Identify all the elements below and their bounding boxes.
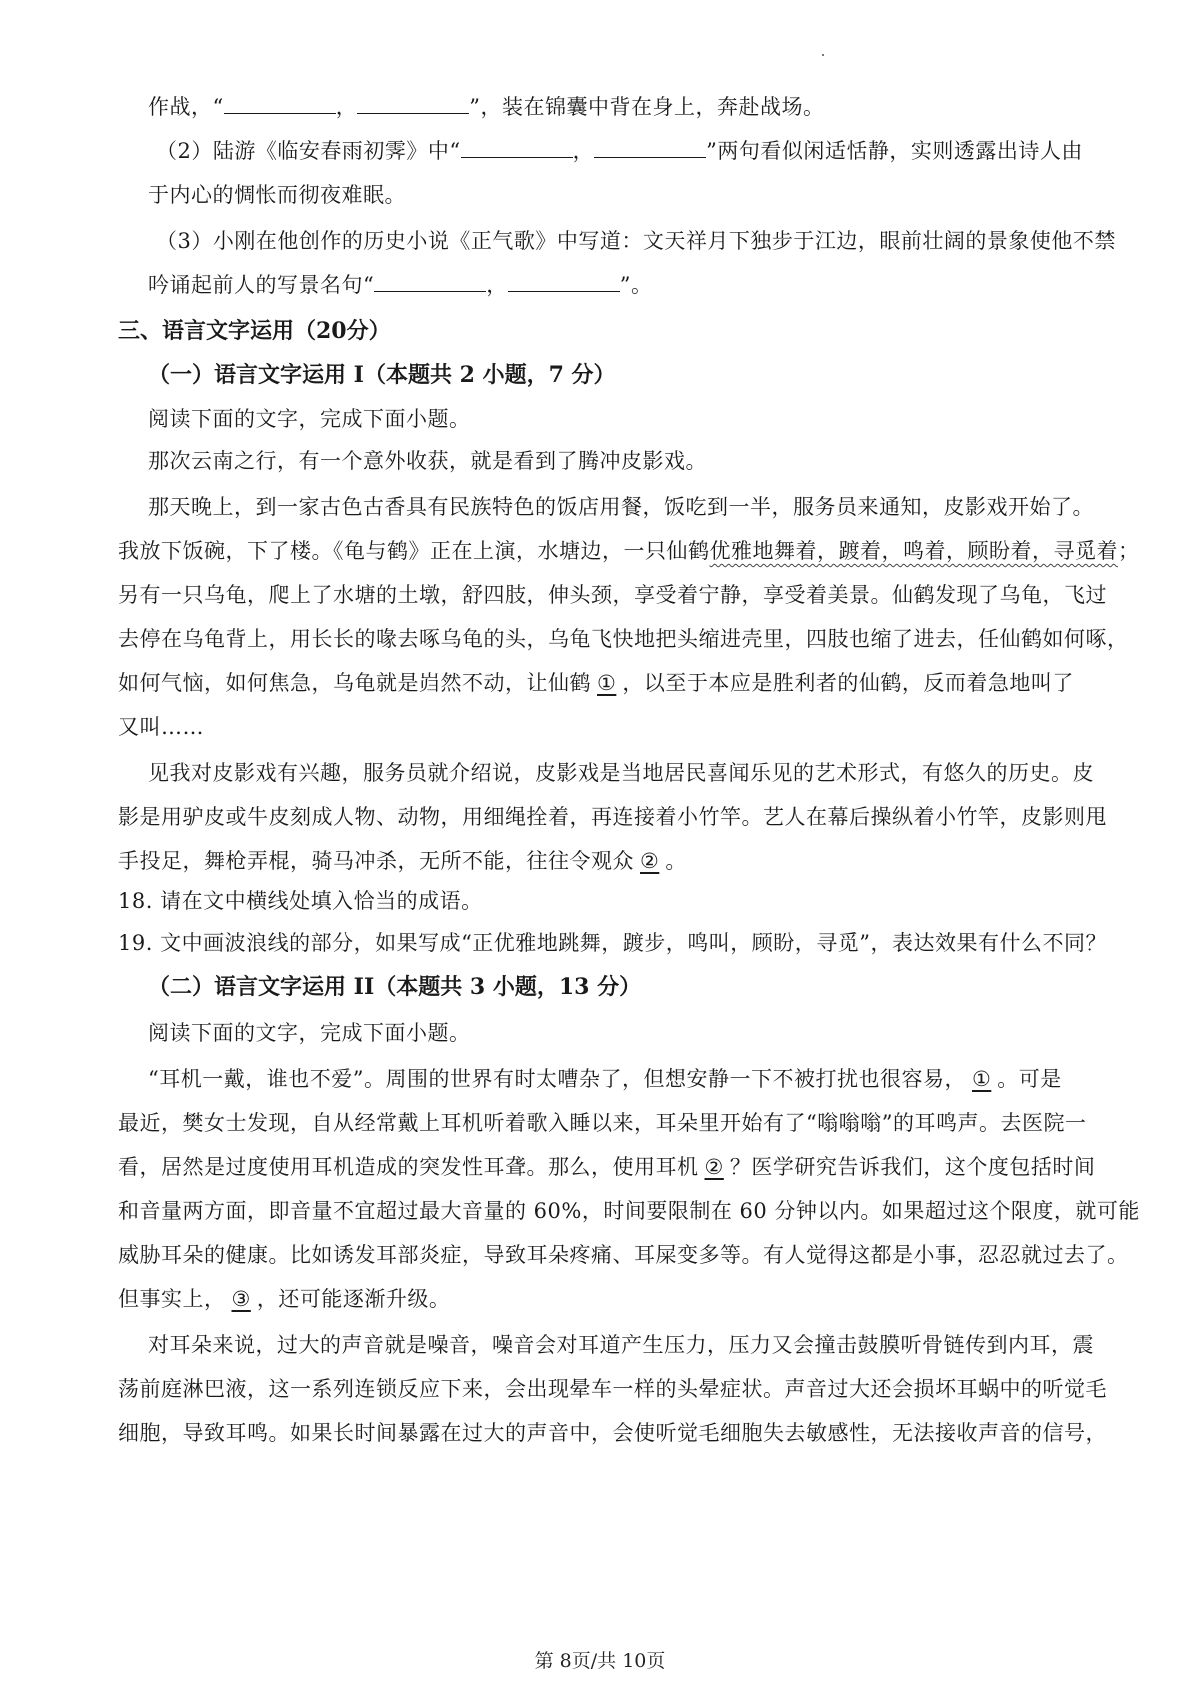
text: “耳机一戴，谁也不爱”。周围的世界有时太嘈杂了，但想安静一下不被打扰也很容易，: [148, 1067, 966, 1091]
paragraph-line: 那天晚上，到一家古色古香具有民族特色的饭店用餐，饭吃到一半，服务员来通知，皮影戏开始了。: [148, 495, 1094, 519]
paragraph-line: 另有一只乌龟，爬上了水塘的土墩，舒四肢，伸头颈，享受着宁静，享受着美景。仙鹤发现了乌龟，飞过: [118, 583, 1107, 607]
paragraph-line: 见我对皮影戏有兴趣，服务员就介绍说，皮影戏是当地居民喜闻乐见的艺术形式，有悠久的历史。皮: [148, 761, 1094, 785]
answer-blank: [594, 137, 706, 158]
text: 吟诵起前人的写景名句“: [148, 273, 375, 297]
text: ，: [572, 139, 595, 163]
answer-blank: [224, 93, 336, 114]
text: ；: [1118, 539, 1140, 563]
paragraph-line: 威胁耳朵的健康。比如诱发耳部炎症，导致耳朵疼痛、耳屎变多等。有人觉得这都是小事，忍忍就过去了。: [118, 1243, 1129, 1267]
poetry-q3-line2: [148, 270, 1108, 300]
question-19: 19. 文中画波浪线的部分，如果写成“正优雅地跳舞，踱步，鸣叫，顾盼，寻觅”，表达效果有什么不同？: [118, 931, 1108, 955]
text: ”，装在锦囊中背在身上，奔赴战场。: [469, 95, 825, 119]
text: ，还可能逐渐升级。: [256, 1287, 451, 1311]
answer-blank: [461, 137, 573, 158]
text: 我放下饭碗，下了楼。《龟与鹤》正在上演，水塘边，一只仙鹤: [118, 539, 710, 563]
paragraph-line: [118, 536, 1140, 566]
text: 作战，“: [148, 95, 224, 119]
blank-marker-1: ①: [971, 1067, 992, 1091]
blank-marker-3: ③: [231, 1287, 251, 1311]
paragraph-line: 那次云南之行，有一个意外收获，就是看到了腾冲皮影戏。: [148, 449, 707, 473]
paragraph-line: 细胞，导致耳鸣。如果长时间暴露在过大的声音中，会使听觉毛细胞失去敏感性，无法接收声音的信号，: [118, 1421, 1107, 1445]
paragraph-line: 去停在乌龟背上，用长长的喙去啄乌龟的头，乌龟飞快地把头缩进壳里，四肢也缩了进去，任仙鹤如何啄，: [118, 627, 1129, 651]
answer-blank: [374, 271, 486, 292]
text: 看，居然是过度使用耳机造成的突发性耳聋。那么，使用耳机: [118, 1155, 699, 1179]
paragraph-line: 影是用驴皮或牛皮刻成人物、动物，用细绳拴着，再连接着小竹竿。艺人在幕后操纵着小竹竿，皮影则甩: [118, 805, 1107, 829]
poetry-q1-line: [148, 92, 1108, 122]
paragraph-line: [148, 1064, 1108, 1094]
poetry-q2-line2: 于内心的惆怅而彻夜难眠。: [148, 183, 406, 207]
paragraph-line: 荡前庭淋巴液，这一系列连锁反应下来，会出现晕车一样的头晕症状。声音过大还会损坏耳蜗中的听觉毛: [118, 1377, 1107, 1401]
text: ，: [335, 95, 358, 119]
answer-blank: [357, 93, 469, 114]
answer-blank: [508, 271, 620, 292]
text: ”。: [619, 273, 653, 297]
paragraph-line: [118, 1284, 1078, 1314]
text: ？医学研究告诉我们，这个度包括时间: [729, 1155, 1096, 1179]
part1-heading: （一）语言文字运用 I（本题共 2 小题，7 分）: [148, 362, 616, 388]
blank-marker-2: ②: [704, 1155, 724, 1179]
page-number: 第 8页/共 10页: [534, 1650, 666, 1672]
question-18: 18. 请在文中横线处填入恰当的成语。: [118, 889, 483, 913]
paragraph-line: 最近，樊女士发现，自从经常戴上耳机听着歌入睡以来，耳朵里开始有了“嗡嗡嗡”的耳鸣声。去医院一: [118, 1111, 1087, 1135]
text: 如何气恼，如何焦急，乌龟就是岿然不动，让仙鹤: [118, 671, 591, 695]
part1-instructions: 阅读下面的文字，完成下面小题。: [148, 407, 471, 431]
text: 。可是: [997, 1067, 1062, 1091]
paragraph-line: [118, 668, 1078, 698]
section-heading: 三、语言文字运用（20分）: [118, 318, 391, 344]
part2-heading: （二）语言文字运用 II（本题共 3 小题，13 分）: [148, 974, 642, 1000]
text: ，以至于本应是胜利者的仙鹤，反而着急地叫了: [622, 671, 1074, 695]
part2-instructions: 阅读下面的文字，完成下面小题。: [148, 1021, 471, 1045]
text: 。: [665, 849, 687, 873]
poetry-q3-line1: （3）小刚在他创作的历史小说《正气歌》中写道：文天祥月下独步于江边，眼前壮阔的景象使他不禁: [156, 229, 1116, 253]
paragraph-line: [118, 846, 1078, 876]
wavy-underlined-text: 优雅地舞着，踱着，鸣着，顾盼着，寻觅着: [709, 539, 1118, 563]
paragraph-line: 又叫……: [118, 715, 204, 739]
scan-dot: [822, 54, 824, 56]
poetry-q2-line1: [156, 136, 1116, 166]
text: ，: [486, 273, 508, 297]
blank-marker-1: ①: [597, 671, 617, 695]
text: （2）陆游《临安春雨初霁》中“: [156, 139, 461, 163]
paragraph-line: 和音量两方面，即音量不宜超过最大音量的 60%，时间要限制在 60 分钟以内。如果超过这个限度，就可能: [118, 1199, 1140, 1223]
text: 手投足，舞枪弄棍，骑马冲杀，无所不能，往往令观众: [118, 849, 634, 873]
text: 但事实上，: [118, 1287, 226, 1311]
text: ”两句看似闲适恬静，实则透露出诗人由: [706, 139, 1083, 163]
blank-marker-2: ②: [640, 849, 660, 873]
paragraph-line: 对耳朵来说，过大的声音就是噪音，噪音会对耳道产生压力，压力又会撞击鼓膜听骨链传到内耳，震: [148, 1333, 1094, 1357]
paragraph-line: [118, 1152, 1096, 1182]
